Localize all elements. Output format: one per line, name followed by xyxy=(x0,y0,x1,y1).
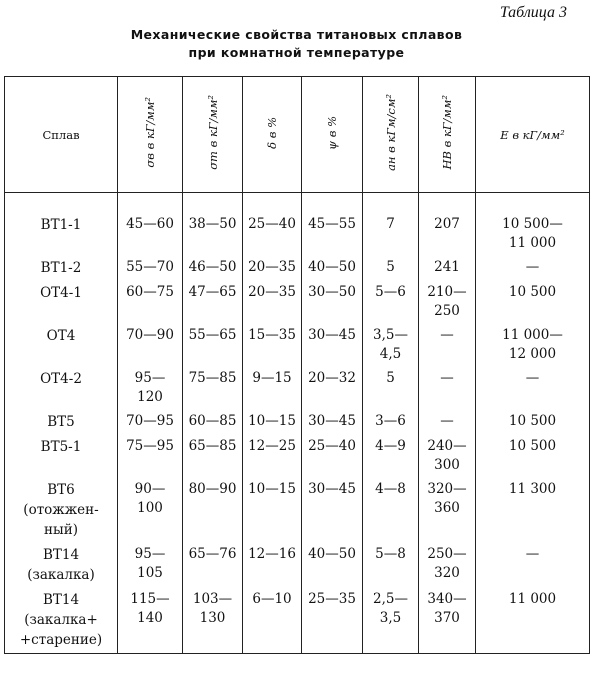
cell-hb xyxy=(419,435,476,478)
cell-alloy xyxy=(5,543,118,588)
table-row xyxy=(5,256,590,281)
cell-sigma-t xyxy=(183,410,243,435)
cell-text: 65—85 xyxy=(188,438,237,454)
cell-delta xyxy=(243,478,302,543)
cell-text: 20—35 xyxy=(248,259,296,275)
cell-alloy xyxy=(5,435,118,478)
cell-text: 55—70 xyxy=(126,259,174,275)
cell-psi xyxy=(302,256,363,281)
cell-alloy xyxy=(5,478,118,543)
cell-text: 12—16 xyxy=(248,546,296,562)
cell-text: 11 000 xyxy=(508,591,557,607)
cell-text: 340— xyxy=(427,591,467,607)
cell-text: 10 500 xyxy=(508,284,557,300)
cell-hb xyxy=(419,193,476,257)
cell-delta xyxy=(243,281,302,324)
cell-text: 241 xyxy=(434,259,460,275)
cell-sigma-t xyxy=(183,281,243,324)
table-row xyxy=(5,410,590,435)
cell-alloy xyxy=(5,324,118,367)
cell-sigma-b xyxy=(118,410,183,435)
cell-sigma-t xyxy=(183,256,243,281)
cell-alloy xyxy=(5,193,118,257)
cell-e xyxy=(476,543,590,588)
cell-text: 25—40 xyxy=(308,438,356,454)
cell-text: (закалка+ xyxy=(24,612,98,628)
cell-text: — xyxy=(440,413,454,429)
cell-text: ВТ5-1 xyxy=(40,439,82,455)
cell-text: 320 xyxy=(434,565,460,581)
cell-text: 10 500 xyxy=(508,413,557,429)
cell-text: 10 500— xyxy=(502,216,563,232)
cell-alloy xyxy=(5,410,118,435)
cell-text: 4—8 xyxy=(375,481,406,497)
cell-text: 70—95 xyxy=(126,413,174,429)
cell-text: 60—75 xyxy=(126,284,174,300)
cell-text: 20—32 xyxy=(308,370,356,386)
cell-text: 25—35 xyxy=(308,591,356,607)
cell-sigma-b xyxy=(118,193,183,257)
table-row xyxy=(5,193,590,257)
cell-text: 320— xyxy=(427,481,467,497)
cell-e xyxy=(476,256,590,281)
cell-hb xyxy=(419,324,476,367)
cell-a-n xyxy=(363,410,419,435)
cell-text: 3,5 xyxy=(379,610,402,626)
cell-sigma-t xyxy=(183,588,243,654)
table-title-line-2: при комнатной температуре xyxy=(188,45,405,60)
cell-hb xyxy=(419,478,476,543)
cell-text: 11 000— xyxy=(502,327,563,343)
cell-text: 40—50 xyxy=(308,259,356,275)
cell-text: ОТ4 xyxy=(46,328,76,344)
cell-text: 60—85 xyxy=(188,413,237,429)
cell-delta xyxy=(243,324,302,367)
cell-text: (закалка) xyxy=(27,567,95,583)
cell-text: ВТ6 xyxy=(47,482,75,498)
cell-text: 20—35 xyxy=(248,284,296,300)
cell-e xyxy=(476,478,590,543)
cell-text: 300 xyxy=(434,457,460,473)
cell-text: 5—6 xyxy=(375,284,406,300)
cell-delta xyxy=(243,256,302,281)
cell-text: 130 xyxy=(199,610,226,626)
cell-psi xyxy=(302,367,363,410)
table-number: Таблица 3 xyxy=(499,4,567,21)
cell-text: 2,5— xyxy=(373,591,408,607)
header-a-n: aн в кГм/см² xyxy=(363,77,419,193)
cell-a-n xyxy=(363,543,419,588)
cell-sigma-b xyxy=(118,324,183,367)
cell-alloy xyxy=(5,367,118,410)
cell-text: 10—15 xyxy=(248,413,296,429)
cell-text: 115— xyxy=(130,591,170,607)
cell-text: 30—50 xyxy=(308,284,356,300)
cell-a-n xyxy=(363,256,419,281)
cell-sigma-b xyxy=(118,256,183,281)
cell-hb xyxy=(419,588,476,654)
cell-psi xyxy=(302,588,363,654)
cell-a-n xyxy=(363,435,419,478)
cell-text: 38—50 xyxy=(188,216,237,232)
cell-text: 100 xyxy=(137,500,163,516)
cell-delta xyxy=(243,410,302,435)
cell-text: 95— xyxy=(134,370,166,386)
cell-sigma-t xyxy=(183,478,243,543)
cell-text: 120 xyxy=(137,389,163,405)
cell-text: 207 xyxy=(434,216,460,232)
cell-sigma-t xyxy=(183,367,243,410)
cell-text: ВТ5 xyxy=(47,414,75,430)
cell-text: 95— xyxy=(134,546,166,562)
cell-text: 46—50 xyxy=(188,259,237,275)
cell-text: 30—45 xyxy=(308,481,356,497)
cell-text: 47—65 xyxy=(188,284,237,300)
cell-e xyxy=(476,410,590,435)
cell-text: 9—15 xyxy=(252,370,292,386)
cell-text: 250— xyxy=(427,546,467,562)
header-delta: δ в % xyxy=(243,77,302,193)
cell-text: 90— xyxy=(134,481,166,497)
cell-psi xyxy=(302,410,363,435)
cell-text: 4,5 xyxy=(379,346,402,362)
cell-text: 75—85 xyxy=(188,370,237,386)
cell-text: 80—90 xyxy=(188,481,237,497)
table-row xyxy=(5,478,590,543)
cell-text: 4—9 xyxy=(375,438,406,454)
cell-text: 45—55 xyxy=(308,216,356,232)
cell-psi xyxy=(302,281,363,324)
table-row xyxy=(5,281,590,324)
cell-sigma-b xyxy=(118,281,183,324)
cell-text: 30—45 xyxy=(308,413,356,429)
cell-text: 103— xyxy=(192,591,233,607)
cell-text: 12—25 xyxy=(248,438,296,454)
cell-text: — xyxy=(525,546,540,562)
cell-delta xyxy=(243,367,302,410)
cell-e xyxy=(476,281,590,324)
cell-sigma-b xyxy=(118,435,183,478)
cell-text: ВТ1-1 xyxy=(40,217,82,233)
cell-a-n xyxy=(363,478,419,543)
cell-text: ВТ14 xyxy=(42,547,80,563)
cell-psi xyxy=(302,478,363,543)
cell-text: ный) xyxy=(43,522,78,538)
cell-text: 45—60 xyxy=(126,216,174,232)
cell-text: — xyxy=(440,370,454,386)
cell-sigma-b xyxy=(118,588,183,654)
cell-text: 360 xyxy=(434,500,460,516)
cell-text: ВТ1-2 xyxy=(40,260,82,276)
cell-hb xyxy=(419,256,476,281)
cell-text: 11 300 xyxy=(508,481,557,497)
cell-text: 5 xyxy=(386,370,395,386)
cell-a-n xyxy=(363,588,419,654)
cell-text: 65—76 xyxy=(188,546,237,562)
table-row xyxy=(5,588,590,654)
cell-text: 140 xyxy=(137,610,163,626)
header-alloy: Сплав xyxy=(5,77,118,193)
cell-e xyxy=(476,367,590,410)
cell-text: 370 xyxy=(434,610,460,626)
cell-sigma-t xyxy=(183,435,243,478)
cell-text: 3,5— xyxy=(373,327,408,343)
cell-e xyxy=(476,324,590,367)
cell-text: 55—65 xyxy=(188,327,237,343)
cell-sigma-b xyxy=(118,367,183,410)
cell-text: 240— xyxy=(427,438,467,454)
cell-text: 7 xyxy=(386,216,395,232)
header-e: E в кГ/мм² xyxy=(476,77,590,193)
cell-text: 3—6 xyxy=(375,413,406,429)
cell-a-n xyxy=(363,281,419,324)
cell-text: +старение) xyxy=(19,632,103,648)
properties-table xyxy=(4,76,590,654)
table-row xyxy=(5,543,590,588)
cell-text: 250 xyxy=(434,303,460,319)
cell-sigma-t xyxy=(183,193,243,257)
header-row xyxy=(5,77,590,193)
header-psi: ψ в % xyxy=(302,77,363,193)
table-row xyxy=(5,367,590,410)
cell-text: 6—10 xyxy=(252,591,292,607)
cell-a-n xyxy=(363,324,419,367)
cell-text: 5—8 xyxy=(375,546,406,562)
cell-a-n xyxy=(363,367,419,410)
cell-text: ОТ4-2 xyxy=(40,371,82,387)
cell-text: 10—15 xyxy=(248,481,296,497)
cell-hb xyxy=(419,410,476,435)
cell-text: 15—35 xyxy=(248,327,296,343)
cell-text: ОТ4-1 xyxy=(40,285,82,301)
cell-a-n xyxy=(363,193,419,257)
cell-psi xyxy=(302,193,363,257)
cell-e xyxy=(476,435,590,478)
cell-e xyxy=(476,193,590,257)
cell-text: 10 500 xyxy=(508,438,557,454)
cell-text: — xyxy=(440,327,454,343)
cell-hb xyxy=(419,543,476,588)
cell-delta xyxy=(243,543,302,588)
cell-text: 5 xyxy=(386,259,395,275)
cell-sigma-b xyxy=(118,543,183,588)
cell-psi xyxy=(302,543,363,588)
cell-hb xyxy=(419,281,476,324)
cell-text: 12 000 xyxy=(508,346,557,362)
cell-alloy xyxy=(5,588,118,654)
cell-text: ВТ14 xyxy=(42,592,80,608)
cell-alloy xyxy=(5,281,118,324)
cell-text: 30—45 xyxy=(308,327,356,343)
cell-sigma-t xyxy=(183,543,243,588)
cell-delta xyxy=(243,193,302,257)
cell-text: — xyxy=(525,259,540,275)
cell-text: (отожжен- xyxy=(23,502,99,518)
cell-text: — xyxy=(525,370,540,386)
header-hb: HB в кГ/мм² xyxy=(419,77,476,193)
cell-delta xyxy=(243,588,302,654)
cell-hb xyxy=(419,367,476,410)
cell-text: 11 000 xyxy=(508,235,557,251)
cell-text: 105 xyxy=(137,565,163,581)
cell-text: 75—95 xyxy=(126,438,174,454)
cell-sigma-t xyxy=(183,324,243,367)
cell-text: 25—40 xyxy=(248,216,296,232)
cell-e xyxy=(476,588,590,654)
cell-sigma-b xyxy=(118,478,183,543)
table-row xyxy=(5,435,590,478)
cell-text: 70—90 xyxy=(126,327,174,343)
table-row xyxy=(5,324,590,367)
table-body xyxy=(5,193,590,654)
cell-delta xyxy=(243,435,302,478)
cell-psi xyxy=(302,435,363,478)
table-title-line-1: Механические свойства титановых сплавов xyxy=(130,27,463,42)
cell-psi xyxy=(302,324,363,367)
header-sigma-b: σв в кГ/мм² xyxy=(118,77,183,193)
cell-text: 210— xyxy=(427,284,467,300)
header-sigma-t: σт в кГ/мм² xyxy=(183,77,243,193)
cell-alloy xyxy=(5,256,118,281)
cell-text: 40—50 xyxy=(308,546,356,562)
